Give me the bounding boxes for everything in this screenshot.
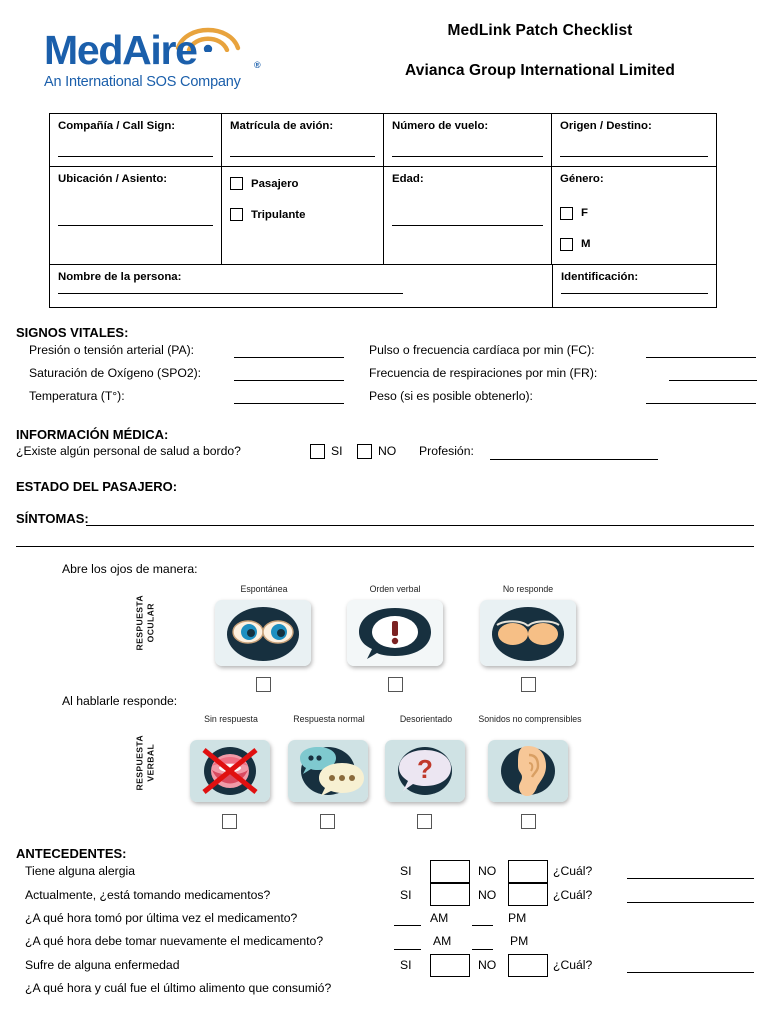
antecedentes-cual-input-4[interactable] [627,972,754,973]
antecedentes-pm-label-2: PM [508,911,527,925]
antecedentes-si-checkbox-0[interactable] [430,860,470,883]
pasajero-option[interactable] [230,177,375,190]
cell-genero [552,167,716,264]
matricula-label: Matrícula de avión: [230,120,334,132]
respuesta-verbal-row-label [134,728,155,798]
numero-vuelo-label: Número de vuelo: [392,120,489,132]
pulso-label: Pulso o frecuencia cardíaca por min (FC): [369,343,595,357]
antecedentes-cual-label-0: ¿Cuál? [553,864,593,878]
presion-arterial-label: Presión o tensión arterial (PA): [29,343,195,357]
respuesta-ocular-icon-0-panel[interactable] [215,600,311,666]
antecedentes-cual-label-4: ¿Cuál? [553,958,593,972]
respuesta-ocular-checkbox-0[interactable] [256,677,271,692]
tripulante-checkbox[interactable] [230,208,243,221]
respuesta-ocular-checkbox-1[interactable] [388,677,403,692]
respuesta-ocular-row-label [134,588,155,658]
compania-label: Compañía / Call Sign: [58,120,176,132]
antecedentes-pm-label-3: PM [510,934,529,948]
antecedentes-question-0: Tiene alguna alergia [25,864,135,878]
antecedentes-cual-label-1: ¿Cuál? [553,888,593,902]
antecedentes-no-checkbox-0[interactable] [508,860,548,883]
sintomas-heading: SÍNTOMAS: [16,511,89,526]
respuesta-verbal-caption-0: Sin respuesta [204,714,258,724]
antecedentes-no-label-0: NO [478,864,497,878]
form-header [0,0,768,105]
peso-input[interactable] [646,403,756,404]
antecedentes-pm-input-3[interactable] [472,949,493,950]
table-row [50,166,716,264]
antecedentes-si-checkbox-4[interactable] [430,954,470,977]
genero-option-f[interactable] [560,207,708,220]
cell-numero-vuelo [384,114,552,166]
respuesta-verbal-icon-3-panel[interactable] [488,740,568,802]
numero-vuelo-input[interactable] [392,156,543,157]
profesion-input[interactable] [490,459,658,460]
logo-wordmark: MedAire [44,27,197,73]
antecedentes-si-checkbox-1[interactable] [430,883,470,906]
speech-bubble-exclamation-icon [347,600,443,666]
antecedentes-question-3: ¿A qué hora debe tomar nuevamente el medicamento? [25,934,324,948]
origen-destino-label: Origen / Destino: [560,120,652,132]
antecedentes-am-label-3: AM [433,934,452,948]
respuesta-verbal-caption-1: Respuesta normal [293,714,365,724]
genero-f-label: F [581,207,588,220]
respuesta-verbal-icon-1-panel[interactable] [288,740,368,802]
antecedentes-heading: ANTECEDENTES: [16,846,127,861]
nombre-persona-input[interactable] [58,293,403,294]
cell-nombre-persona [50,265,553,307]
saturacion-oxigeno-input[interactable] [234,380,344,381]
temperatura-input[interactable] [234,403,344,404]
antecedentes-question-1: Actualmente, ¿está tomando medicamentos? [25,888,271,902]
tripulante-label: Tripulante [251,208,306,221]
logo-registered-mark: ® [254,60,261,70]
cell-ubicacion [50,167,222,264]
respuesta-ocular-icon-2-panel[interactable] [480,600,576,666]
antecedentes-cual-input-1[interactable] [627,902,754,903]
antecedentes-no-label-4: NO [478,958,497,972]
respuesta-ocular-checkbox-2[interactable] [521,677,536,692]
respuesta-verbal-checkbox-1[interactable] [320,814,335,829]
respuesta-verbal-caption-2: Desorientado [399,714,453,724]
question-speech-bubble-icon [385,740,465,802]
respuesta-ocular-prompt: Abre los ojos de manera: [62,562,198,576]
antecedentes-am-input-3[interactable] [394,949,421,950]
flight-and-patient-table [49,113,717,308]
pasajero-checkbox[interactable] [230,177,243,190]
cell-compania [50,114,222,166]
respuesta-verbal-icon-0-panel[interactable] [190,740,270,802]
pulso-input[interactable] [646,357,756,358]
tripulante-option[interactable] [230,208,375,221]
antecedentes-question-5: ¿A qué hora y cuál fue el último alimento que consumió? [25,981,332,995]
genero-m-checkbox[interactable] [560,238,573,251]
genero-option-m[interactable] [560,238,708,251]
logo-tagline: An International SOS Company [44,74,241,90]
personal-salud-si-checkbox[interactable] [310,444,325,459]
open-eyes-icon [215,600,311,666]
antecedentes-no-checkbox-4[interactable] [508,954,548,977]
frecuencia-respiratoria-input[interactable] [669,380,757,381]
respuesta-ocular-row-label-line2: OCULAR [145,603,155,643]
identificacion-label: Identificación: [561,271,639,283]
personal-salud-question: ¿Existe algún personal de salud a bordo? [16,444,241,458]
closed-eyes-icon [480,600,576,666]
table-row [50,114,716,166]
pasajero-label: Pasajero [251,177,299,190]
antecedentes-no-checkbox-1[interactable] [508,883,548,906]
sintomas-input-line-2[interactable] [16,546,754,547]
saturacion-oxigeno-label: Saturación de Oxígeno (SPO2): [29,366,202,380]
profesion-label: Profesión: [419,444,474,458]
respuesta-verbal-icon-2-panel[interactable] [385,740,465,802]
compania-input[interactable] [58,156,213,157]
antecedentes-question-2: ¿A qué hora tomó por última vez el medicamento? [25,911,298,925]
ubicacion-input[interactable] [58,225,213,226]
antecedentes-si-label-1: SI [400,888,412,902]
title-block [330,22,750,80]
edad-input[interactable] [392,225,543,226]
respuesta-ocular-caption-0: Espontánea [240,584,288,594]
cell-tipo-persona [222,167,384,264]
cell-edad [384,167,552,264]
personal-salud-no-label: NO [378,444,397,458]
frecuencia-respiratoria-label: Frecuencia de respiraciones por min (FR): [369,366,598,380]
cell-origen-destino [552,114,716,166]
genero-label: Género: [560,173,604,185]
antecedentes-am-label-2: AM [430,911,449,925]
form-title: MedLink Patch Checklist [447,22,633,39]
mouth-crossed-out-icon [190,740,270,802]
svg-text:?: ? [417,754,433,784]
peso-label: Peso (si es posible obtenerlo): [369,389,533,403]
ear-icon [488,740,568,802]
antecedentes-cual-input-0[interactable] [627,878,754,879]
signos-vitales-heading: SIGNOS VITALES: [16,325,129,340]
cell-identificacion [553,265,716,307]
estado-pasajero-heading: ESTADO DEL PASAJERO: [16,479,178,494]
nombre-persona-label: Nombre de la persona: [58,271,182,283]
respuesta-verbal-row-label-line2: VERBAL [145,743,155,782]
sintomas-input-line-1[interactable] [86,525,754,526]
antecedentes-am-input-2[interactable] [394,925,421,926]
antecedentes-question-4: Sufre de alguna enfermedad [25,958,180,972]
two-speech-bubbles-icon [288,740,368,802]
antecedentes-pm-input-2[interactable] [472,925,493,926]
temperatura-label: Temperatura (T°): [29,389,125,403]
respuesta-verbal-checkbox-3[interactable] [521,814,536,829]
respuesta-verbal-row-label-line1: RESPUESTA [134,734,145,791]
antecedentes-si-label-0: SI [400,864,412,878]
personal-salud-no-checkbox[interactable] [357,444,372,459]
genero-m-label: M [581,238,591,251]
genero-f-checkbox[interactable] [560,207,573,220]
origen-destino-input[interactable] [560,156,708,157]
respuesta-ocular-row-label-line1: RESPUESTA [134,594,145,651]
edad-label: Edad: [392,173,424,185]
antecedentes-no-label-1: NO [478,888,497,902]
respuesta-ocular-caption-2: No responde [502,584,554,594]
respuesta-ocular-icon-1-panel[interactable] [347,600,443,666]
personal-salud-si-label: SI [331,444,343,458]
respuesta-verbal-prompt: Al hablarle responde: [62,694,178,708]
informacion-medica-heading: INFORMACIÓN MÉDICA: [16,427,169,442]
antecedentes-si-label-4: SI [400,958,412,972]
medaire-logo [42,16,272,94]
table-row [50,264,716,307]
cell-matricula [222,114,384,166]
respuesta-ocular-caption-1: Orden verbal [369,584,421,594]
matricula-input[interactable] [230,156,375,157]
ubicacion-label: Ubicación / Asiento: [58,173,168,185]
respuesta-verbal-checkbox-2[interactable] [417,814,432,829]
respuesta-verbal-caption-3: Sonidos no comprensibles [478,714,582,724]
presion-arterial-input[interactable] [234,357,344,358]
form-subtitle: Avianca Group International Limited [405,62,675,79]
respuesta-verbal-checkbox-0[interactable] [222,814,237,829]
identificacion-input[interactable] [561,293,708,294]
